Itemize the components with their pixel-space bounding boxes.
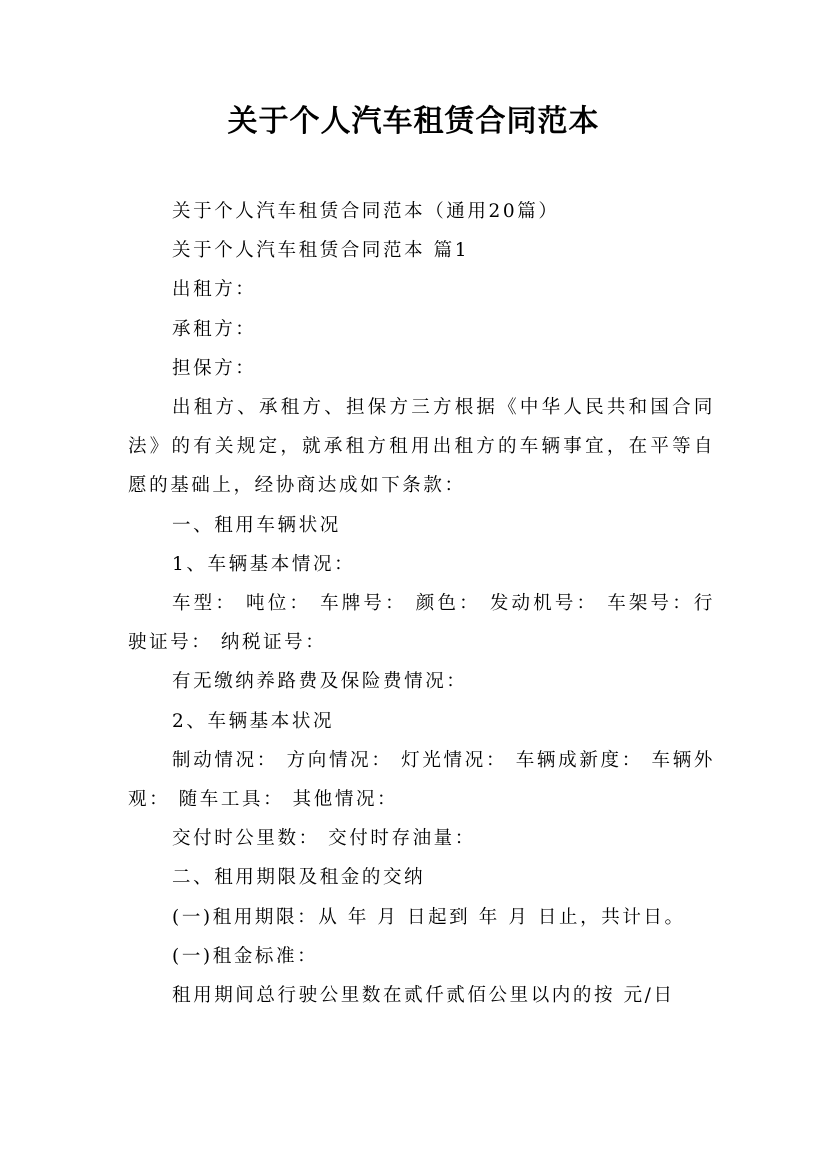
- paragraph: 一、租用车辆状况: [172, 514, 341, 536]
- paragraph: 车型： 吨位： 车牌号： 颜色： 发动机号： 车架号：行驶证号： 纳税证号：: [128, 593, 715, 654]
- paragraph: 交付时公里数： 交付时存油量：: [172, 828, 476, 850]
- paragraph: 制动情况： 方向情况： 灯光情况： 车辆成新度： 车辆外观： 随车工具： 其他情况：: [128, 749, 715, 811]
- paragraph: 租用期间总行驶公里数在贰仟贰佰公里以内的按 元/日: [172, 985, 675, 1007]
- paragraph: 担保方：: [172, 357, 257, 379]
- paragraph: 关于个人汽车租赁合同范本 篇1: [172, 240, 470, 262]
- paragraph: (一)租金标准：: [172, 945, 319, 967]
- paragraph: 出租方、承租方、担保方三方根据《中华人民共和国合同法》的有关规定，就承租方租用出租方的车辆事宜，在平等自愿的基础上，经协商达成如下条款：: [128, 397, 715, 497]
- paragraph: 2、车辆基本状况: [172, 710, 335, 732]
- document-title: 关于个人汽车租赁合同范本: [227, 104, 600, 139]
- paragraph: 有无缴纳养路费及保险费情况：: [172, 671, 468, 693]
- paragraph: 承租方：: [172, 318, 257, 340]
- document-body: [128, 192, 715, 1015]
- paragraph: (一)租用期限：从 年 月 日起到 年 月 日止，共计日。: [172, 906, 686, 928]
- paragraph: 1、车辆基本情况：: [172, 553, 356, 575]
- paragraph: 关于个人汽车租赁合同范本（通用20篇）: [172, 201, 560, 222]
- paragraph: 二、租用期限及租金的交纳: [172, 867, 426, 889]
- paragraph: 出租方：: [172, 279, 257, 301]
